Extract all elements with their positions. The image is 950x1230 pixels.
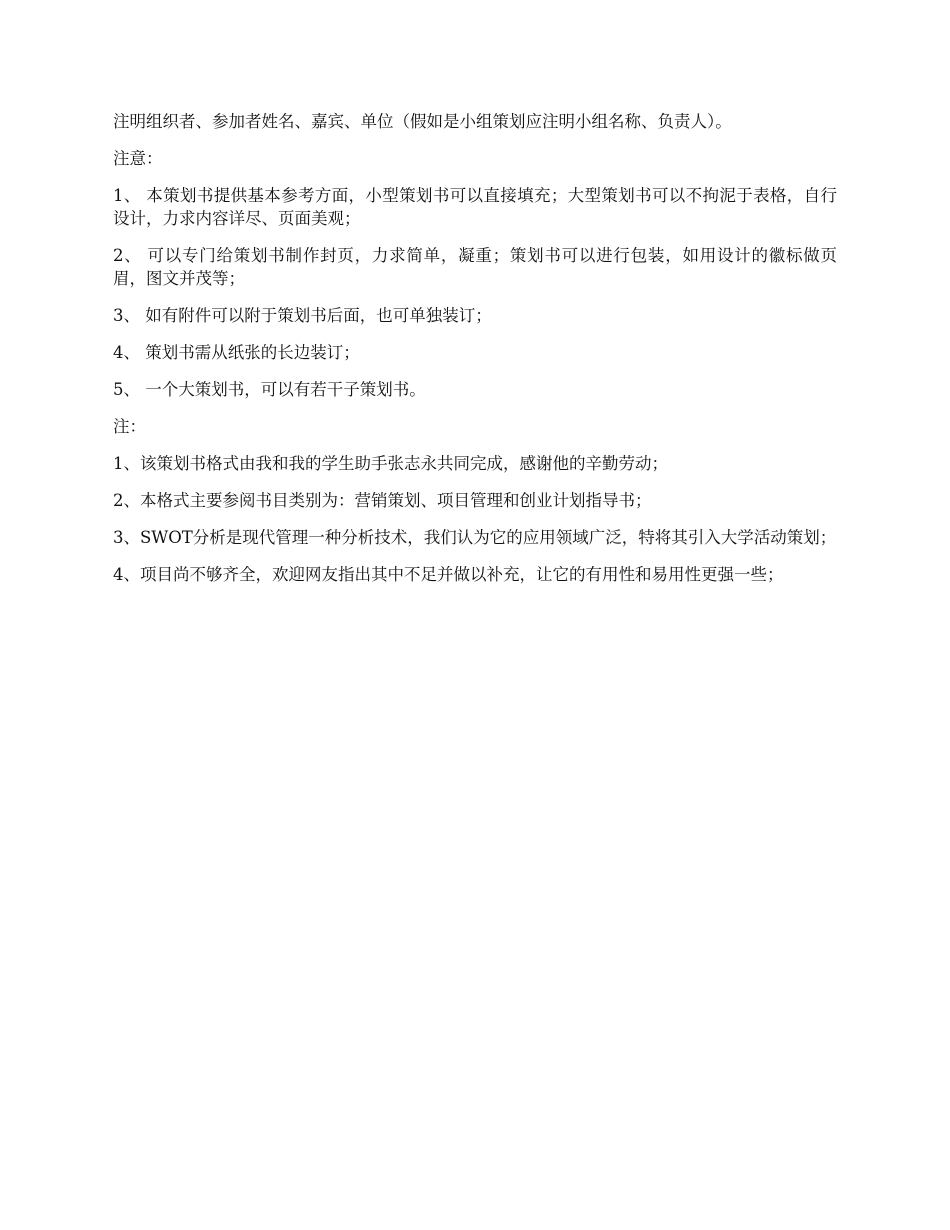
note-item-4: 4、项目尚不够齐全，欢迎网友指出其中不足并做以补充，让它的有用性和易用性更强一些； <box>113 565 784 584</box>
document-body <box>113 110 837 600</box>
attention-item-3: 3、 如有附件可以附于策划书后面，也可单独装订； <box>113 306 492 325</box>
attention-item-2: 2、 可以专门给策划书制作封页，力求简单，凝重；策划书可以进行包装，如用设计的徽标做页眉，图文并茂等； <box>113 246 837 288</box>
paragraph-organizer-note: 注明组织者、参加者姓名、嘉宾、单位（假如是小组策划应注明小组名称、负责人）。 <box>113 112 732 131</box>
attention-item-1: 1、 本策划书提供基本参考方面，小型策划书可以直接填充；大型策划书可以不拘泥于表格，自行设计，力求内容详尽、页面美观； <box>113 186 837 228</box>
heading-note: 注： <box>113 417 146 436</box>
attention-item-5: 5、 一个大策划书，可以有若干子策划书。 <box>113 380 426 399</box>
note-item-1: 1、该策划书格式由我和我的学生助手张志永共同完成，感谢他的辛勤劳动； <box>113 454 668 473</box>
heading-attention: 注意： <box>113 149 163 168</box>
note-item-2: 2、本格式主要参阅书目类别为：营销策划、项目管理和创业计划指导书； <box>113 491 652 510</box>
note-item-3: 3、SWOT分析是现代管理一种分析技术，我们认为它的应用领域广泛，特将其引入大学活动策划； <box>113 528 837 547</box>
attention-item-4: 4、 策划书需从纸张的长边装订； <box>113 343 360 362</box>
